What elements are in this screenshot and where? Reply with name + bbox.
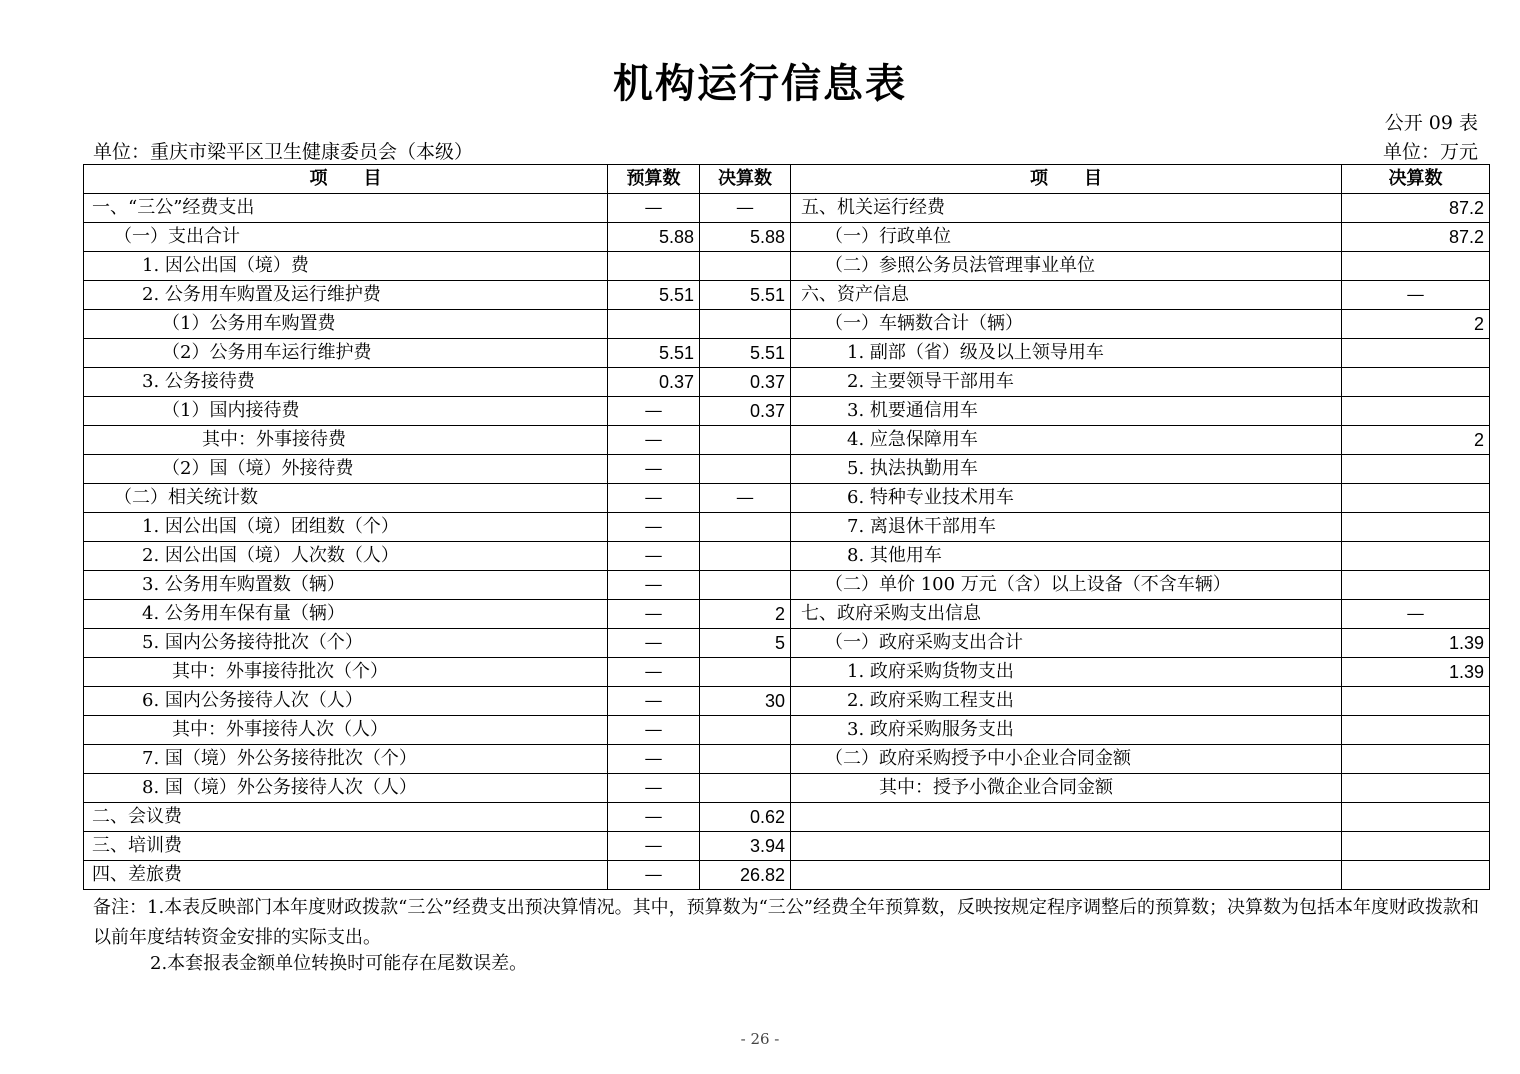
right-final-cell [1342,861,1490,890]
budget-cell: — [608,513,700,542]
final-cell [700,513,791,542]
right-final-cell: 87.2 [1342,194,1490,223]
page-number: - 26 - [740,1030,780,1048]
budget-cell: — [608,658,700,687]
final-cell: 30 [700,687,791,716]
footnote-2: 2.本套报表金额单位转换时可能存在尾数误差。 [150,953,528,974]
right-final-cell: 1.39 [1342,658,1490,687]
right-item-cell: 8. 其他用车 [791,542,1342,571]
table-row [84,194,1490,223]
right-item-cell: 1. 副部（省）级及以上领导用车 [791,339,1342,368]
right-item-cell [791,803,1342,832]
table-row [84,223,1490,252]
right-final-cell: 1.39 [1342,629,1490,658]
right-item-cell: 1. 政府采购货物支出 [791,658,1342,687]
right-final-cell [1342,455,1490,484]
right-item-cell: （一）车辆数合计（辆） [791,310,1342,339]
table-row [84,252,1490,281]
right-final-cell [1342,803,1490,832]
budget-cell: — [608,716,700,745]
right-item-cell: 3. 政府采购服务支出 [791,716,1342,745]
final-cell: — [700,194,791,223]
final-cell: 0.37 [700,397,791,426]
final-cell: — [700,484,791,513]
final-cell: 26.82 [700,861,791,890]
right-item-cell: 六、资产信息 [791,281,1342,310]
header-row [84,165,1490,194]
right-item-cell: （一）政府采购支出合计 [791,629,1342,658]
table-row [84,629,1490,658]
right-item-cell: 2. 政府采购工程支出 [791,687,1342,716]
budget-cell: — [608,397,700,426]
budget-cell: — [608,774,700,803]
right-final-cell [1342,252,1490,281]
budget-cell: — [608,803,700,832]
right-final-cell: 2 [1342,426,1490,455]
budget-cell: — [608,629,700,658]
right-final-cell [1342,513,1490,542]
final-cell [700,310,791,339]
table-row [84,745,1490,774]
left-item-cell: 其中：外事接待批次（个） [84,658,608,687]
table-row [84,861,1490,890]
final-cell: 5.88 [700,223,791,252]
budget-cell: 5.88 [608,223,700,252]
budget-cell: — [608,571,700,600]
table-row [84,774,1490,803]
header-right-item: 项 目 [791,165,1342,194]
left-item-cell: 4. 公务用车保有量（辆） [84,600,608,629]
final-cell [700,571,791,600]
right-final-cell [1342,397,1490,426]
budget-cell: — [608,861,700,890]
budget-cell: 0.37 [608,368,700,397]
budget-cell: — [608,455,700,484]
table-row [84,832,1490,861]
right-item-cell: （二）政府采购授予中小企业合同金额 [791,745,1342,774]
right-final-cell [1342,774,1490,803]
right-item-cell: （一）行政单位 [791,223,1342,252]
table-row [84,716,1490,745]
right-item-cell: （二）单价 100 万元（含）以上设备（不含车辆） [791,571,1342,600]
table-row [84,455,1490,484]
right-item-cell: 五、机关运行经费 [791,194,1342,223]
left-item-cell: 8. 国（境）外公务接待人次（人） [84,774,608,803]
right-final-cell [1342,716,1490,745]
table-row [84,542,1490,571]
right-item-cell: 4. 应急保障用车 [791,426,1342,455]
right-item-cell: 2. 主要领导干部用车 [791,368,1342,397]
left-item-cell: （二）相关统计数 [84,484,608,513]
right-item-cell: 7. 离退休干部用车 [791,513,1342,542]
budget-cell: — [608,194,700,223]
final-cell [700,542,791,571]
table-row [84,339,1490,368]
right-item-cell [791,832,1342,861]
right-final-cell [1342,832,1490,861]
budget-cell: — [608,426,700,455]
header-budget: 预算数 [608,165,700,194]
left-item-cell: 1. 因公出国（境）团组数（个） [84,513,608,542]
final-cell [700,426,791,455]
form-number: 公开 09 表 [1384,112,1478,134]
final-cell [700,658,791,687]
final-cell [700,716,791,745]
table-row [84,397,1490,426]
left-item-cell: 3. 公务接待费 [84,368,608,397]
right-final-cell [1342,687,1490,716]
table-row [84,803,1490,832]
header-final: 决算数 [700,165,791,194]
right-item-cell: 3. 机要通信用车 [791,397,1342,426]
final-cell [700,252,791,281]
budget-cell: 5.51 [608,281,700,310]
table-row [84,281,1490,310]
table-row [84,426,1490,455]
final-cell: 5.51 [700,339,791,368]
left-item-cell: 二、会议费 [84,803,608,832]
budget-cell: — [608,832,700,861]
table-row [84,368,1490,397]
right-final-cell [1342,368,1490,397]
table-row [84,571,1490,600]
left-item-cell: 四、差旅费 [84,861,608,890]
right-final-cell [1342,745,1490,774]
right-final-cell [1342,339,1490,368]
left-item-cell: （2）公务用车运行维护费 [84,339,608,368]
right-final-cell: 2 [1342,310,1490,339]
right-final-cell [1342,484,1490,513]
left-item-cell: （2）国（境）外接待费 [84,455,608,484]
final-cell [700,745,791,774]
left-item-cell: 其中：外事接待费 [84,426,608,455]
left-item-cell: 其中：外事接待人次（人） [84,716,608,745]
reporting-unit: 单位：重庆市梁平区卫生健康委员会（本级） [93,141,474,163]
final-cell: 5 [700,629,791,658]
table-row [84,658,1490,687]
budget-cell: — [608,484,700,513]
final-cell: 3.94 [700,832,791,861]
right-item-cell: 七、政府采购支出信息 [791,600,1342,629]
right-item-cell: 其中：授予小微企业合同金额 [791,774,1342,803]
final-cell: 0.37 [700,368,791,397]
right-item-cell: （二）参照公务员法管理事业单位 [791,252,1342,281]
budget-cell: 5.51 [608,339,700,368]
left-item-cell: 三、培训费 [84,832,608,861]
left-item-cell: （一）支出合计 [84,223,608,252]
right-final-cell: — [1342,600,1490,629]
final-cell: 2 [700,600,791,629]
table-row [84,513,1490,542]
right-final-cell [1342,571,1490,600]
operations-info-table [83,164,1490,890]
left-item-cell: 2. 公务用车购置及运行维护费 [84,281,608,310]
right-item-cell: 6. 特种专业技术用车 [791,484,1342,513]
final-cell: 0.62 [700,803,791,832]
left-item-cell: 3. 公务用车购置数（辆） [84,571,608,600]
final-cell [700,774,791,803]
budget-cell [608,252,700,281]
left-item-cell: 2. 因公出国（境）人次数（人） [84,542,608,571]
budget-cell: — [608,542,700,571]
currency-unit: 单位：万元 [1382,141,1478,163]
table-row [84,310,1490,339]
left-item-cell: （1）国内接待费 [84,397,608,426]
budget-cell: — [608,745,700,774]
budget-cell [608,310,700,339]
left-item-cell: （1）公务用车购置费 [84,310,608,339]
table-row [84,687,1490,716]
final-cell [700,455,791,484]
header-right-final: 决算数 [1342,165,1490,194]
table-row [84,600,1490,629]
page-title: 机构运行信息表 [613,60,907,107]
table-row [84,484,1490,513]
right-final-cell: 87.2 [1342,223,1490,252]
left-item-cell: 5. 国内公务接待批次（个） [84,629,608,658]
left-item-cell: 6. 国内公务接待人次（人） [84,687,608,716]
right-final-cell [1342,542,1490,571]
left-item-cell: 一、“三公”经费支出 [84,194,608,223]
left-item-cell: 7. 国（境）外公务接待批次（个） [84,745,608,774]
right-item-cell: 5. 执法执勤用车 [791,455,1342,484]
footnote-1: 备注：1.本表反映部门本年度财政拨款“三公”经费支出预决算情况。其中，预算数为“三公”经费全年预算数，反映按规定程序调整后的预算数；决算数为包括本年度财政拨款和以前年度结转资金安排的实际支出。 [93,897,1479,948]
right-item-cell [791,861,1342,890]
budget-cell: — [608,600,700,629]
right-final-cell: — [1342,281,1490,310]
left-item-cell: 1. 因公出国（境）费 [84,252,608,281]
budget-cell: — [608,687,700,716]
final-cell: 5.51 [700,281,791,310]
header-left-item: 项 目 [84,165,608,194]
